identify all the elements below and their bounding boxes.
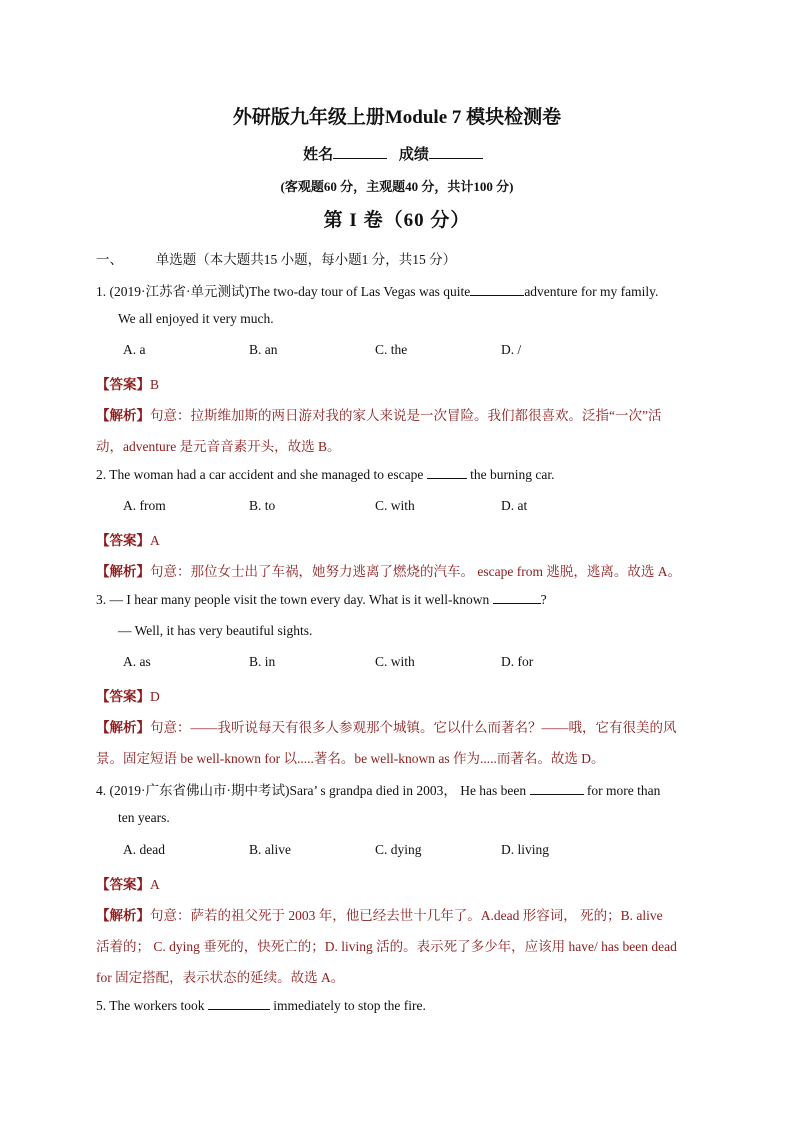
score-note: (客观题60 分，主观题40 分，共计100 分) xyxy=(280,179,514,194)
name-label: 姓名 xyxy=(303,147,334,163)
analysis-tag: 【解析】 xyxy=(96,908,150,923)
analysis-4-line3: for 固定搭配，表示状态的延续。故选 A。 xyxy=(96,970,345,985)
analysis-2 xyxy=(96,560,681,580)
answer-value: A xyxy=(150,877,160,892)
score-blank xyxy=(429,146,483,159)
analysis-3 xyxy=(96,716,677,736)
answer-blank xyxy=(427,467,467,479)
question-text-after: ? xyxy=(540,592,547,607)
question-4-line2: ten years. xyxy=(118,810,170,825)
page-title: 外研版九年级上册Module 7 模块检测卷 xyxy=(232,107,562,128)
option-b: B. alive xyxy=(249,842,291,857)
option-d: D. living xyxy=(501,842,550,857)
question-2-options xyxy=(123,498,627,514)
question-3-line2: — Well, it has very beautiful sights. xyxy=(118,623,313,638)
question-text: 1. (2019·江苏省·单元测试)The two-day tour of Las Vegas was quite xyxy=(96,284,471,299)
question-text-after: the burning car. xyxy=(470,467,555,482)
answer-blank xyxy=(530,783,584,795)
analysis-tag: 【解析】 xyxy=(96,564,150,579)
question-text-after: adventure for my family. xyxy=(524,284,659,299)
option-d: D. at xyxy=(501,498,528,513)
question-4-options xyxy=(123,842,627,858)
answer-value: A xyxy=(150,533,160,548)
option-c: C. with xyxy=(375,498,415,513)
option-a: A. from xyxy=(123,498,166,513)
option-c: C. the xyxy=(375,342,408,357)
option-d: D. / xyxy=(501,342,522,357)
analysis-1 xyxy=(96,404,661,424)
answer-tag: 【答案】 xyxy=(96,377,150,392)
answer-tag: 【答案】 xyxy=(96,689,150,704)
analysis-text: 句意：拉斯维加斯的两日游对我的家人来说是一次冒险。我们都很喜欢。泛指“一次”活 xyxy=(150,408,662,423)
part-title: 第 I 卷（60 分） xyxy=(323,210,471,231)
name-score-row xyxy=(0,143,794,164)
option-d: D. for xyxy=(501,654,534,669)
score-label: 成绩 xyxy=(398,147,429,163)
analysis-tag: 【解析】 xyxy=(96,720,150,735)
question-text: 3. — I hear many people visit the town every day. What is it well-known xyxy=(96,592,490,607)
question-1 xyxy=(96,280,658,300)
question-text: 5. The workers took xyxy=(96,998,205,1013)
option-c: C. with xyxy=(375,654,415,669)
analysis-text: 句意：——我听说每天有很多人参观那个城镇。它以什么而著名？——哦，它有很美的风 xyxy=(150,720,677,735)
name-blank xyxy=(333,146,387,159)
answer-blank xyxy=(493,592,541,604)
section-title: 单选题（本大题共15 小题，每小题1 分，共15 分） xyxy=(155,252,457,267)
analysis-3-line2: 景。固定短语 be well-known for 以.....著名。be well-known as 作为.....而著名。故选 D。 xyxy=(96,751,605,766)
question-text: 4. (2019·广东省佛山市·期中考试)Sara’ s grandpa died in 2003， He has been xyxy=(96,783,527,798)
question-text-after: immediately to stop the fire. xyxy=(273,998,426,1013)
answer-1 xyxy=(96,373,159,393)
answer-2 xyxy=(96,529,160,549)
section-label: 一、 xyxy=(96,252,123,267)
question-4 xyxy=(96,779,660,799)
answer-4 xyxy=(96,873,160,893)
question-3 xyxy=(96,592,547,608)
answer-3 xyxy=(96,685,160,705)
question-3-options xyxy=(123,654,627,670)
option-b: B. to xyxy=(249,498,276,513)
analysis-text: 句意：萨若的祖父死于 2003 年，他已经去世十几年了。A.dead 形容词， 死的；B. alive xyxy=(150,908,663,923)
question-2 xyxy=(96,467,554,483)
answer-tag: 【答案】 xyxy=(96,533,150,548)
question-1-line2: We all enjoyed it very much. xyxy=(118,311,274,326)
option-a: A. a xyxy=(123,342,146,357)
option-b: B. in xyxy=(249,654,276,669)
option-a: A. as xyxy=(123,654,151,669)
question-5 xyxy=(96,998,426,1014)
option-b: B. an xyxy=(249,342,278,357)
answer-tag: 【答案】 xyxy=(96,877,150,892)
answer-value: B xyxy=(150,377,160,392)
section-heading xyxy=(96,248,456,268)
answer-blank xyxy=(470,284,524,296)
option-a: A. dead xyxy=(123,842,165,857)
question-1-options xyxy=(123,342,627,358)
analysis-tag: 【解析】 xyxy=(96,408,150,423)
answer-blank xyxy=(208,998,270,1010)
analysis-4 xyxy=(96,904,663,924)
question-text: 2. The woman had a car accident and she managed to escape xyxy=(96,467,424,482)
analysis-4-line2: 活着的； C. dying 垂死的，快死亡的；D. living 活的。表示死了多少年，应该用 have/ has been dead xyxy=(96,939,677,954)
question-text-after: for more than xyxy=(586,783,661,798)
analysis-text: 句意：那位女士出了车祸，她努力逃离了燃烧的汽车。 escape from 逃脱，逃离。故选 A。 xyxy=(150,564,681,579)
option-c: C. dying xyxy=(375,842,422,857)
answer-value: D xyxy=(150,689,160,704)
analysis-1-line2: 动，adventure 是元音音素开头，故选 B。 xyxy=(96,439,341,454)
